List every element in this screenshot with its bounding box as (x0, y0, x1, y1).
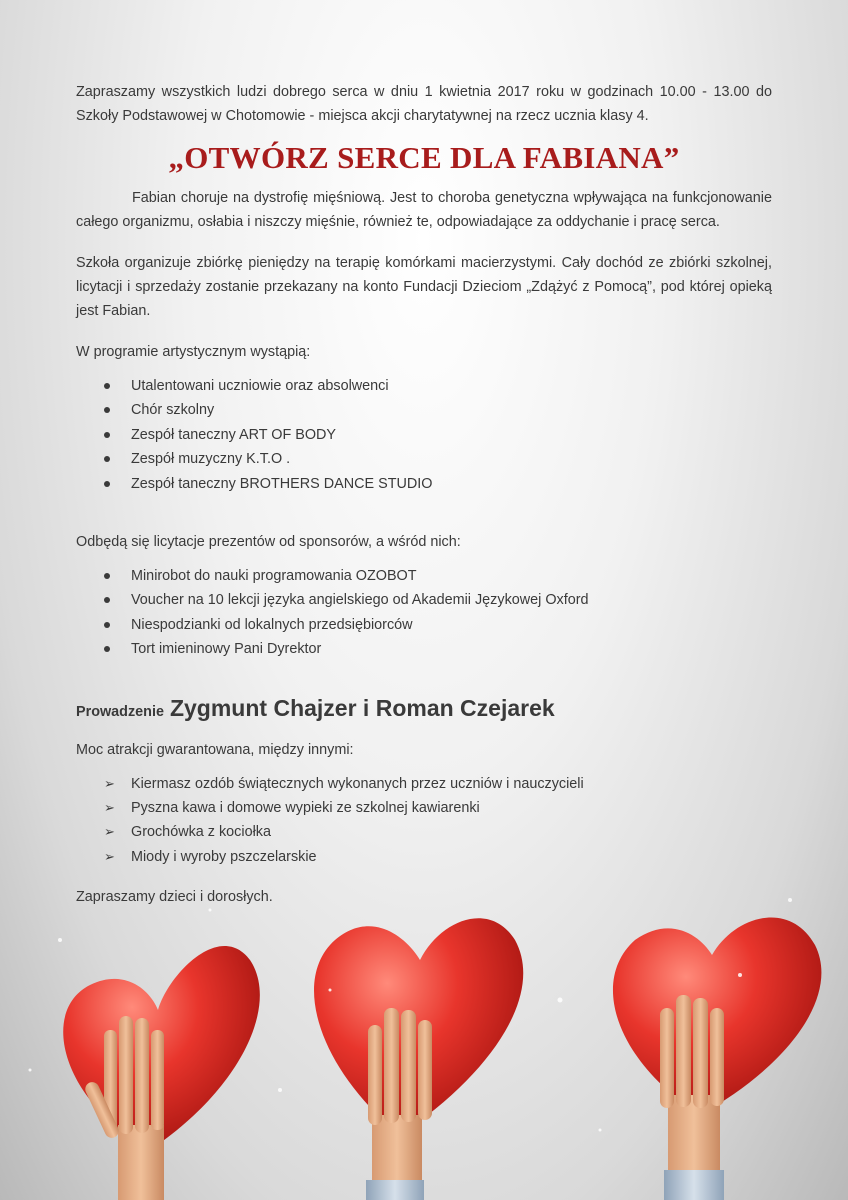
list-item: Zespół muzyczny K.T.O . (76, 447, 772, 471)
heart-left (63, 946, 260, 1200)
paragraph-disease: Fabian choruje na dystrofię mięśniową. Jest to choroba genetyczna wpływająca na funkcjonowanie całego organizmu, osłabia i niszczy mięśnie, również te, odpowiadające za oddychanie i pracę serca. (76, 190, 772, 230)
host-label: Prowadzenie (76, 703, 164, 720)
list-item: Minirobot do nauki programowania OZOBOT (76, 564, 772, 588)
poster-content (76, 80, 772, 909)
host-names: Zygmunt Chajzer i Roman Czejarek (169, 694, 555, 721)
closing-text: Zapraszamy dzieci i dorosłych. (76, 889, 273, 906)
list-item: ➢ Grochówka z kociołka (76, 820, 772, 844)
arrow-bullet-icon: ➢ (104, 775, 115, 791)
list-item: ➢ Miody i wyroby pszczelarskie (76, 845, 772, 869)
poster-title: „OTWÓRZ SERCE DLA FABIANA” (168, 140, 680, 175)
hearts-illustration (0, 880, 848, 1200)
list-item: ➢ Pyszna kawa i domowe wypieki ze szkolnej kawiarenki (76, 796, 772, 820)
auction-list (76, 564, 772, 662)
paragraph-fundraiser: Szkoła organizuje zbiórkę pieniędzy na terapię komórkami macierzystymi. Cały dochód ze zbiórki szkolnej, licytacji i sprzedaży zostanie przekazany na konto Fundacji Dzieciom „Zdążyć z Pomocą”, pod której opieką jest Fabian. (76, 255, 772, 319)
list-item: ➢ Kiermasz ozdób świątecznych wykonanych przez uczniów i nauczycieli (76, 772, 772, 796)
heart-right (613, 917, 821, 1200)
attractions-heading: Moc atrakcji gwarantowana, między innymi: (76, 741, 354, 758)
list-item: Voucher na 10 lekcji języka angielskiego od Akademii Językowej Oxford (76, 588, 772, 612)
auction-heading: Odbędą się licytacje prezentów od sponsorów, a wśród nich: (76, 534, 461, 551)
arrow-bullet-icon: ➢ (104, 848, 115, 864)
arrow-bullet-icon: ➢ (104, 824, 115, 840)
list-item: Zespół taneczny ART OF BODY (76, 423, 772, 447)
intro-text: Zapraszamy wszystkich ludzi dobrego serca w dniu 1 kwietnia 2017 roku w godzinach 10.00 - 13.00 do Szkoły Podstawowej w Chotomowie - miejsca akcji charytatywnej na rzecz ucznia klasy 4. (76, 84, 772, 124)
host-line (76, 696, 772, 724)
program-list (76, 374, 772, 496)
list-item: Tort imieninowy Pani Dyrektor (76, 637, 772, 661)
list-item: Niespodzianki od lokalnych przedsiębiorców (76, 613, 772, 637)
attractions-list (76, 772, 772, 870)
list-item: Chór szkolny (76, 398, 772, 422)
heart-middle (314, 918, 523, 1200)
list-item: Utalentowani uczniowie oraz absolwenci (76, 374, 772, 398)
program-heading: W programie artystycznym wystąpią: (76, 344, 311, 360)
arrow-bullet-icon: ➢ (104, 800, 115, 816)
list-item: Zespół taneczny BROTHERS DANCE STUDIO (76, 472, 772, 496)
